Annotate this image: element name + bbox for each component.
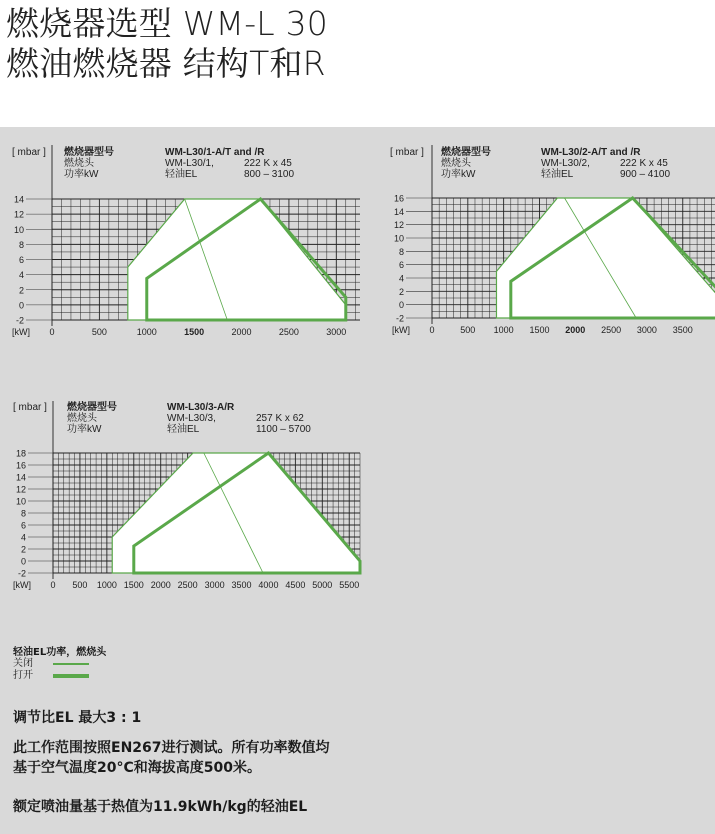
nozzle-note: 额定喷油量基于热值为11.9kWh/kg的轻油EL (13, 799, 308, 815)
x-tick-label: 2500 (278, 327, 299, 337)
x-tick-label: 2500 (601, 325, 622, 335)
y-tick-label: 6 (398, 260, 404, 271)
y-tick-label: -2 (17, 568, 26, 579)
page-title: 燃烧器选型 WM-L 30 (6, 4, 328, 43)
x-tick-label: 4500 (285, 580, 306, 590)
x-tick-label: 3000 (636, 325, 657, 335)
legend (13, 643, 213, 682)
chart-wm-l30-1 (0, 127, 370, 357)
y-tick-label: 6 (20, 520, 26, 531)
y-tick-label: 0 (398, 300, 404, 311)
legend-swatch-closed (53, 663, 89, 665)
page-subtitle: 燃油燃烧器 结构T和R (6, 44, 326, 83)
info-value-power-range: 1100 – 5700 (256, 424, 311, 435)
info-value-head-size: 222 K x 45 (244, 158, 292, 169)
info-label-model: 燃烧器型号 (67, 402, 117, 413)
x-tick-label: 4000 (258, 580, 279, 590)
y-tick-label: 16 (15, 460, 26, 471)
x-tick-label: 0 (49, 327, 55, 337)
chart-wm-l30-3 (0, 393, 370, 603)
info-value-head-size: 257 K x 62 (256, 413, 304, 424)
x-tick-label: 2000 (565, 325, 586, 335)
legend-item-open (13, 670, 213, 682)
info-label-power: 功率kW (67, 424, 102, 435)
y-tick-label: 8 (398, 246, 404, 257)
x-tick-label: 2000 (231, 327, 252, 337)
x-tick-label: 3500 (231, 580, 252, 590)
x-tick-label: 1500 (184, 327, 205, 337)
legend-label-open: 打开 (13, 670, 33, 681)
info-value-head-size: 222 K x 45 (620, 158, 668, 169)
x-tick-label: 2500 (177, 580, 198, 590)
x-tick-label: 3000 (326, 327, 347, 337)
info-label-power: 功率kW (441, 169, 476, 180)
x-tick-label: 1000 (136, 327, 157, 337)
info-label-head: 燃烧头 (67, 413, 97, 424)
info-value-power-range: 800 – 3100 (244, 169, 295, 180)
legend-item-closed (13, 658, 213, 670)
info-value-power-range: 900 – 4100 (620, 169, 671, 180)
chart-ylabel: [ mbar ] (390, 147, 424, 158)
x-tick-label: 1500 (529, 325, 550, 335)
info-value-fuel: 轻油EL (165, 169, 198, 180)
y-tick-label: 14 (15, 472, 26, 483)
info-value-model: WM-L30/1-A/T and /R (165, 147, 265, 158)
x-tick-label: 3000 (204, 580, 225, 590)
info-label-head: 燃烧头 (64, 158, 94, 169)
y-tick-label: 10 (15, 496, 26, 507)
chart-plot (0, 393, 370, 603)
y-tick-label: 4 (20, 532, 26, 543)
legend-swatch-open (53, 674, 89, 678)
chart-wm-l30-2 (380, 127, 715, 357)
y-tick-label: 12 (15, 484, 26, 495)
info-label-model: 燃烧器型号 (64, 147, 114, 158)
y-tick-label: 4 (18, 270, 24, 281)
x-axis-title: [kW] (12, 327, 30, 337)
turndown-ratio: 调节比EL 最大3 : 1 (13, 710, 142, 726)
chart-plot (0, 127, 370, 357)
x-tick-label: 500 (460, 325, 476, 335)
x-tick-label: 0 (429, 325, 435, 335)
y-tick-label: 8 (18, 239, 24, 250)
y-tick-label: 10 (393, 233, 404, 244)
info-label-head: 燃烧头 (441, 158, 471, 169)
chart-ylabel: [ mbar ] (12, 147, 46, 158)
y-tick-label: 12 (13, 209, 24, 220)
y-tick-label: 12 (393, 220, 404, 231)
info-value-head: WM-L30/2, (541, 158, 590, 169)
y-tick-label: 0 (18, 300, 24, 311)
test-note-line1: 此工作范围按照EN267进行测试。所有功率数值均 (13, 740, 330, 756)
test-note-line2: 基于空气温度20°C和海拔高度500米。 (13, 760, 261, 776)
x-tick-label: 1000 (96, 580, 117, 590)
legend-title: 轻油EL功率，燃烧头 (13, 647, 107, 658)
y-tick-label: 6 (18, 255, 24, 265)
info-label-model: 燃烧器型号 (441, 147, 491, 158)
y-tick-label: -2 (15, 315, 24, 326)
y-tick-label: 4 (398, 273, 404, 284)
info-value-fuel: 轻油EL (541, 169, 574, 180)
x-tick-label: 5500 (339, 580, 360, 590)
x-axis-title: [kW] (392, 325, 410, 335)
x-tick-label: 2000 (150, 580, 171, 590)
info-value-head: WM-L30/1, (165, 158, 214, 169)
title-block (6, 4, 328, 84)
chart-ylabel: [ mbar ] (13, 402, 47, 413)
info-value-fuel: 轻油EL (167, 424, 200, 435)
y-tick-label: 2 (398, 286, 404, 297)
y-tick-label: 16 (393, 193, 404, 204)
chart-plot (380, 127, 715, 357)
test-note (13, 738, 703, 778)
y-tick-label: -2 (395, 313, 404, 324)
y-tick-label: 8 (20, 508, 26, 519)
info-value-head: WM-L30/3, (167, 413, 216, 424)
y-tick-label: 10 (13, 224, 24, 235)
x-tick-label: 500 (72, 580, 88, 590)
info-value-model: WM-L30/3-A/R (167, 402, 235, 413)
x-tick-label: 1000 (493, 325, 514, 335)
x-tick-label: 3500 (672, 325, 693, 335)
y-tick-label: 14 (393, 206, 404, 217)
x-tick-label: 0 (50, 580, 56, 590)
x-tick-label: 500 (91, 327, 107, 337)
info-label-power: 功率kW (64, 169, 99, 180)
x-tick-label: 5000 (312, 580, 333, 590)
y-tick-label: 0 (20, 556, 26, 567)
content-panel (0, 127, 715, 834)
y-tick-label: 2 (18, 285, 24, 296)
y-tick-label: 2 (20, 544, 26, 555)
info-value-model: WM-L30/2-A/T and /R (541, 147, 641, 158)
y-tick-label: 14 (13, 194, 24, 205)
legend-label-closed: 关闭 (13, 658, 33, 669)
y-tick-label: 18 (15, 448, 26, 459)
x-axis-title: [kW] (13, 580, 31, 590)
x-tick-label: 1500 (123, 580, 144, 590)
